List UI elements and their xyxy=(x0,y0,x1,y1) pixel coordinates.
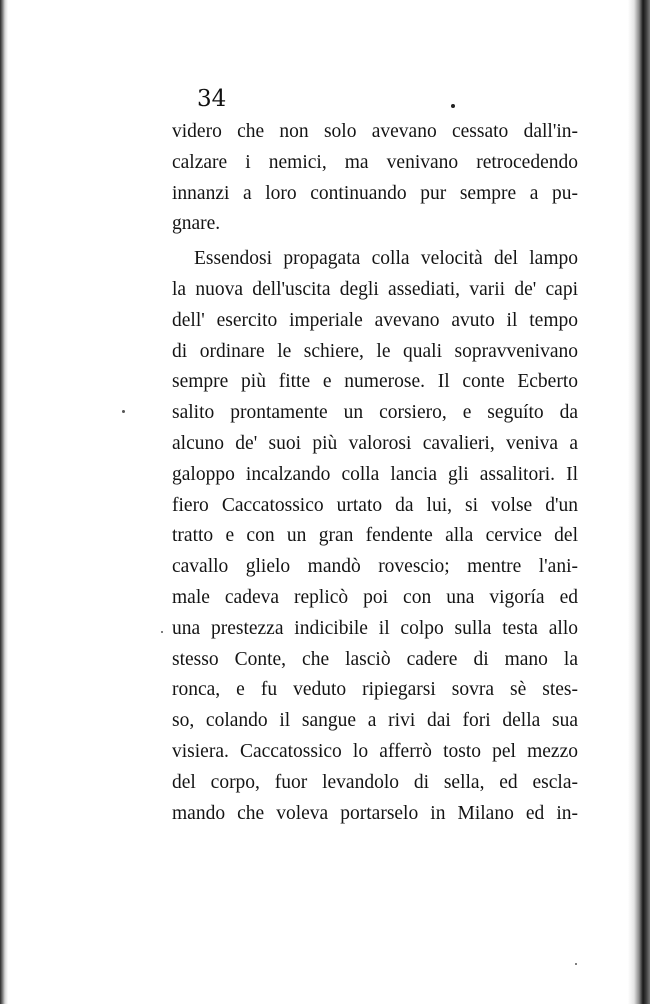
text-line: gnare. xyxy=(172,213,221,235)
text-line: videro che non solo avevano cessato dall'in- xyxy=(172,121,578,142)
text-line: la nuova dell'uscita degli assediati, varii de' capi xyxy=(172,278,578,300)
header-dot-mark xyxy=(451,104,455,108)
text-line: male cadeva replicò poi con una vigoría ed xyxy=(172,586,578,608)
text-line: Essendosi propagata colla velocità del lampo xyxy=(194,248,578,270)
text-line: di ordinare le schiere, le quali sopravvenivano xyxy=(172,340,578,362)
text-line: ronca, e fu veduto ripiegarsi sovra sè stes- xyxy=(172,679,578,701)
text-line: visiera. Caccatossico lo afferrò tosto pel mezzo xyxy=(172,740,578,762)
page-right-edge xyxy=(628,0,650,1004)
text-line: salito prontamente un corsiero, e seguíto da xyxy=(172,402,578,424)
text-line: fiero Caccatossico urtato da lui, si volse d'un xyxy=(172,494,578,516)
text-line: mando che voleva portarselo in Milano ed in- xyxy=(172,802,578,824)
scan-speck xyxy=(122,410,125,413)
text-line: tratto e con un gran fendente alla cervice del xyxy=(172,525,578,547)
text-line: del corpo, fuor levandolo di sella, ed escla- xyxy=(172,771,578,793)
text-line: sempre più fitte e numerose. Il conte Ecberto xyxy=(172,371,578,393)
page-number: 34 xyxy=(197,86,227,112)
scan-speck xyxy=(161,631,163,633)
text-line: una prestezza indicibile il colpo sulla testa allo xyxy=(172,617,578,639)
body-text xyxy=(172,117,578,829)
text-line: so, colando il sangue a rivi dai fori della sua xyxy=(172,710,578,732)
text-line: innanzi a loro continuando pur sempre a pu- xyxy=(172,182,578,204)
scan-speck xyxy=(575,963,577,965)
text-line: stesso Conte, che lasciò cadere di mano la xyxy=(172,648,578,670)
page-left-edge xyxy=(0,0,8,1004)
text-line: calzare i nemici, ma venivano retrocedendo xyxy=(172,151,578,173)
text-line: alcuno de' suoi più valorosi cavalieri, veniva a xyxy=(172,432,578,454)
text-line: dell' esercito imperiale avevano avuto il tempo xyxy=(172,309,578,331)
text-line: cavallo glielo mandò rovescio; mentre l'ani- xyxy=(172,556,578,578)
text-line: galoppo incalzando colla lancia gli assalitori. Il xyxy=(172,463,578,485)
